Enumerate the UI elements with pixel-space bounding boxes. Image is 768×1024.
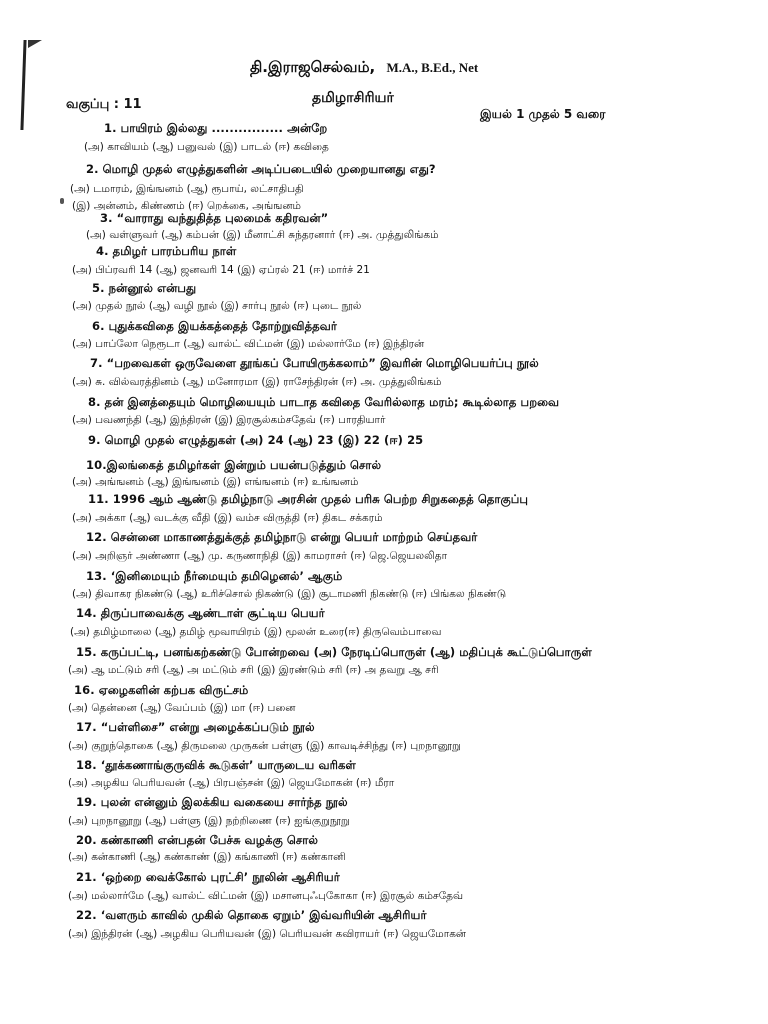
- scan-edge-mark: [20, 40, 26, 130]
- scan-speck: [60, 198, 64, 204]
- question-text: 10.இலங்கைத் தமிழர்கள் இன்றும் பயன்படுத்தும் சொல்: [86, 458, 382, 472]
- scan-corner-mark: [28, 40, 42, 48]
- question-text: 14. திருப்பாவைக்கு ஆண்டாள் சூட்டிய பெயர்: [76, 606, 325, 620]
- question-options: (அ) மல்லார்மே (ஆ) வால்ட் விட்மன் (இ) மசானபுஃபுகோகா (ஈ) இரசூல் கம்சதேவ்: [68, 890, 464, 902]
- question-options: (அ) முதல் நூல் (ஆ) வழி நூல் (இ) சார்பு நூல் (ஈ) புடை நூல்: [72, 300, 362, 312]
- question-options: (அ) இந்திரன் (ஆ) அழகிய பெரியவன் (இ) பெரியவன் கவிராயர் (ஈ) ஜெயமோகன்: [68, 928, 467, 940]
- question-text: 9. மொழி முதல் எழுத்துகள் (அ) 24 (ஆ) 23 (இ) 22 (ஈ) 25: [88, 433, 424, 447]
- author-line: [250, 58, 478, 78]
- question-options: (அ) திவாகர நிகண்டு (ஆ) உரிச்சொல் நிகண்டு (இ) சூடாமணி நிகண்டு (ஈ) பிங்கல நிகண்டு: [72, 588, 507, 600]
- question-text: 15. கருப்பட்டி, பனங்கற்கண்டு போன்றவை (அ) நேரடிப்பொருள் (ஆ) மதிப்புக் கூட்டுப்பொருள்: [76, 645, 592, 659]
- question-text: 3. “வாராது வந்துதித்த புலமைக் கதிரவன்”: [100, 211, 329, 225]
- question-options: (அ) அக்கா (ஆ) வடக்கு வீதி (இ) வம்ச விருத்தி (ஈ) திகட சக்கரம்: [72, 512, 383, 524]
- question-options: (அ) குறுந்தொகை (ஆ) திருமலை முருகன் பள்ளு (இ) காவடிச்சிந்து (ஈ) புறநானூறு: [68, 740, 461, 752]
- question-options: (அ) தமிழ்மாலை (ஆ) தமிழ் மூவாயிரம் (இ) மூலன் உரை(ஈ) திருவெம்பாவை: [70, 626, 442, 638]
- question-options: (இ) அன்னம், கிண்ணம் (ஈ) றெக்கை, அங்ஙனம்: [72, 200, 302, 212]
- question-text: 21. ‘ஒற்றை வைக்கோல் புரட்சி’ நூலின் ஆசிரியர்: [76, 870, 340, 884]
- question-text: 12. சென்னை மாகாணத்துக்குத் தமிழ்நாடு என்று பெயர் மாற்றம் செய்தவர்: [86, 530, 478, 544]
- question-text: 6. புதுக்கவிதை இயக்கத்தைத் தோற்றுவித்தவர்: [92, 319, 337, 333]
- question-text: 7. “பறவைகள் ஒருவேளை தூங்கப் போயிருக்கலாம்” இவரின் மொழிபெயர்ப்பு நூல்: [90, 356, 539, 370]
- question-text: 13. ‘இனிமையும் நீர்மையும் தமிழெனல்’ ஆகும்: [86, 569, 343, 583]
- question-options: (அ) ஆ மட்டும் சரி (ஆ) அ மட்டும் சரி (இ) இரண்டும் சரி (ஈ) அ தவறு ஆ சரி: [68, 664, 439, 676]
- designation: தமிழாசிரியர்: [312, 90, 394, 106]
- question-text: 4. தமிழர் பாரம்பரிய நாள்: [96, 244, 237, 258]
- question-options: (அ) பிப்ரவரி 14 (ஆ) ஜனவரி 14 (இ) ஏப்ரல் 21 (ஈ) மார்ச் 21: [72, 264, 370, 276]
- question-options: (அ) அங்ஙனம் (ஆ) இங்ஙனம் (இ) எங்ஙனம் (ஈ) உங்ஙனம்: [72, 476, 359, 488]
- question-options: (அ) புறநானூறு (ஆ) பள்ளு (இ) நற்றிணை (ஈ) ஐங்குறுநூறு: [68, 815, 350, 827]
- question-text: 20. கண்காணி என்பதன் பேச்சு வழக்கு சொல்: [76, 833, 319, 847]
- question-text: 22. ‘வளரும் காவில் முகில் தொகை ஏறும்’ இவ்வரியின் ஆசிரியர்: [76, 908, 427, 922]
- question-text: 17. “பள்ளிசை” என்று அழைக்கப்படும் நூல்: [76, 720, 315, 734]
- question-options: (அ) தென்னை (ஆ) வேப்பம் (இ) மா (ஈ) பனை: [68, 702, 296, 714]
- question-options: (அ) காவியம் (ஆ) பனுவல் (இ) பாடல் (ஈ) கவிதை: [84, 141, 329, 153]
- question-text: 1. பாயிரம் இல்லது ................ அன்றே: [104, 121, 328, 135]
- question-text: 2. மொழி முதல் எழுத்துகளின் அடிப்படையில் முறையானது எது?: [86, 162, 436, 176]
- question-text: 19. புலன் என்னும் இலக்கிய வகையை சார்ந்த நூல்: [76, 795, 348, 809]
- question-options: (அ) சு. வில்வரத்தினம் (ஆ) மனோரமா (இ) ராசேந்திரன் (ஈ) அ. முத்துலிங்கம்: [72, 376, 442, 388]
- author-degrees: M.A., B.Ed., Net: [386, 60, 479, 75]
- question-text: 11. 1996 ஆம் ஆண்டு தமிழ்நாடு அரசின் முதல் பரிசு பெற்ற சிறுகதைத் தொகுப்பு: [88, 492, 529, 506]
- question-text: 18. ‘தூக்கணாங்குருவிக் கூடுகள்’ யாருடைய வரிகள்: [76, 758, 356, 772]
- question-options: (அ) அறிஞர் அண்ணா (ஆ) மு. கருணாநிதி (இ) காமராசர் (ஈ) ஜெ.ஜெயலலிதா: [72, 550, 448, 562]
- question-options: (அ) அழகிய பெரியவன் (ஆ) பிரபஞ்சன் (இ) ஜெயமோகன் (ஈ) மீரா: [68, 777, 395, 789]
- question-options: (அ) டமாரம், இங்ஙனம் (ஆ) ரூபாய், லட்சாதிபதி: [70, 183, 304, 195]
- question-options: (அ) கன்காணி (ஆ) கண்காண் (இ) கங்காணி (ஈ) கண்கானி: [68, 851, 346, 863]
- author-name: தி.இராஜசெல்வம்,: [250, 58, 376, 76]
- question-options: (அ) பவணந்தி (ஆ) இந்திரன் (இ) இரசூல்கம்சதேவ் (ஈ) பாரதியார்: [72, 414, 386, 426]
- class-label: வகுப்பு : 11: [66, 97, 142, 112]
- question-options: (அ) வள்ளுவர் (ஆ) கம்பன் (இ) மீனாட்சி சுந்தரனார் (ஈ) அ. முத்துலிங்கம்: [86, 229, 439, 241]
- question-text: 8. தன் இனத்தையும் மொழியையும் பாடாத கவிதை வேரில்லாத மரம்; கூடில்லாத பறவை: [88, 395, 560, 409]
- question-text: 16. ஏழைகளின் கற்பக விருட்சம்: [74, 683, 249, 697]
- syllabus-scope: இயல் 1 முதல் 5 வரை: [480, 107, 606, 121]
- question-text: 5. நன்னூல் என்பது: [92, 281, 197, 295]
- question-options: (அ) பாப்லோ நெரூடா (ஆ) வால்ட் விட்மன் (இ) மல்லார்மே (ஈ) இந்திரன்: [72, 338, 425, 350]
